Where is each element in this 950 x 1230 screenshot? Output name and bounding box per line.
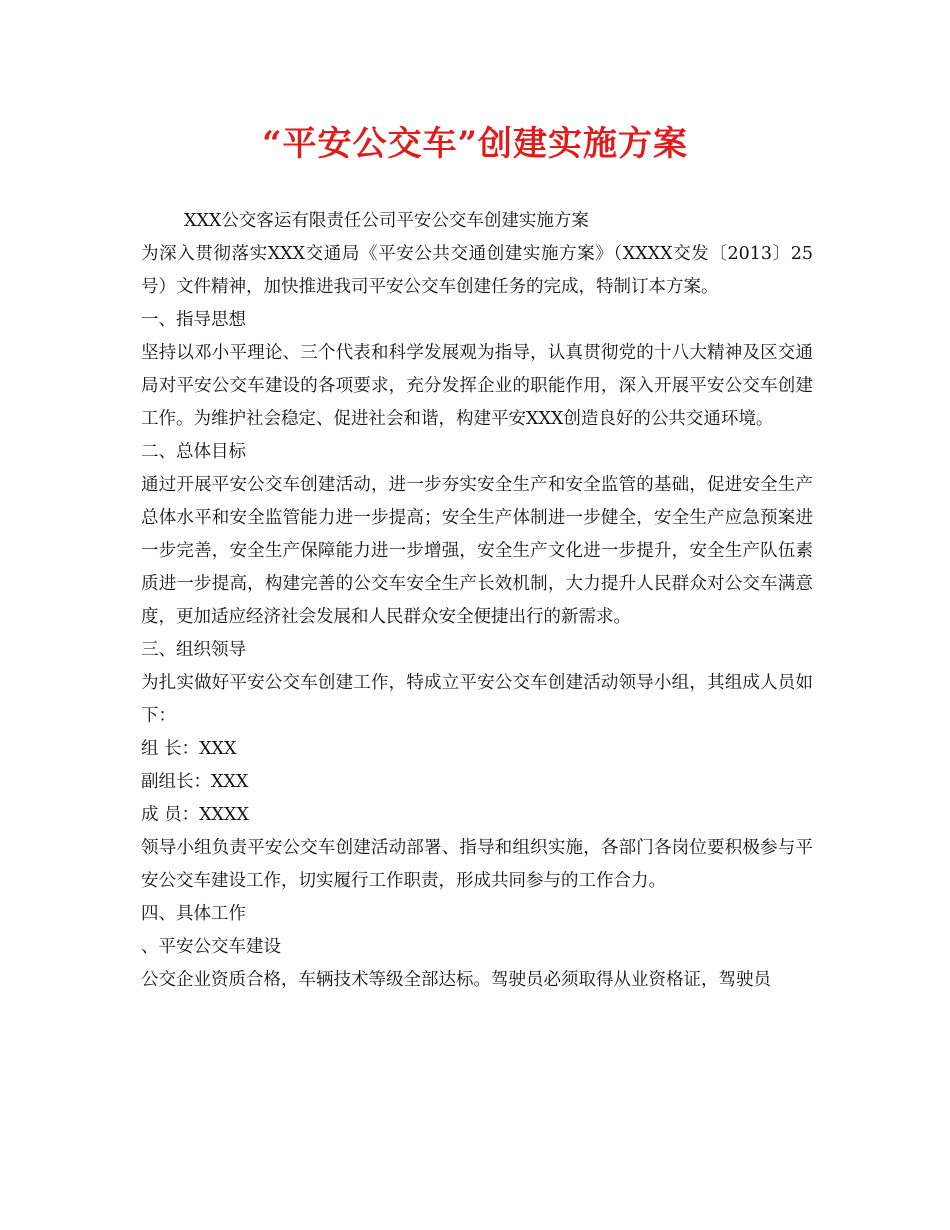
section-4-heading: 四、具体工作 <box>141 904 246 924</box>
leader-line: 组 长：XXX <box>141 739 237 759</box>
intro-paragraph: 为深入贯彻落实XXX交通局《平安公共交通创建实施方案》（XXXX交发〔2013〕25号）文件精神，加快推进我司平安公交车创建任务的完成，特制订本方案。 <box>141 244 813 297</box>
section-2-body: 通过开展平安公交车创建活动，进一步夯实安全生产和安全监管的基础，促进安全生产总体水平和安全监管能力进一步提高；安全生产体制进一步健全，安全生产应急预案进一步完善，安全生产保障能力进一步增强，安全生产文化进一步提升，安全生产队伍素质进一步提高，构建完善的公交车安全生产长效机制，大力提升人民群众对公交车满意度，更加适应经济社会发展和人民群众安全便捷出行的新需求。 <box>141 475 813 627</box>
section-3-heading: 三、组织领导 <box>141 640 246 660</box>
deputy-line: 副组长：XXX <box>141 772 249 792</box>
members-line: 成 员：XXXX <box>141 805 249 825</box>
document-body <box>141 205 813 997</box>
section-1-body: 坚持以邓小平理论、三个代表和科学发展观为指导，认真贯彻党的十八大精神及区交通局对平安公交车建设的各项要求，充分发挥企业的职能作用，深入开展平安公交车创建工作。为维护社会稳定、促进社会和谐，构建平安XXX创造良好的公共交通环境。 <box>141 343 813 429</box>
section-4-subheading: 、平安公交车建设 <box>141 937 281 957</box>
section-4-body: 公交企业资质合格，车辆技术等级全部达标。驾驶员必须取得从业资格证，驾驶员 <box>141 970 771 990</box>
section-3-duty: 领导小组负责平安公交车创建活动部署、指导和组织实施，各部门各岗位要积极参与平安公交车建设工作，切实履行工作职责，形成共同参与的工作合力。 <box>141 838 813 891</box>
document-subtitle: XXX公交客运有限责任公司平安公交车创建实施方案 <box>184 211 589 231</box>
section-2-heading: 二、总体目标 <box>141 442 246 462</box>
section-1-heading: 一、指导思想 <box>141 310 246 330</box>
document-title: “平安公交车”创建实施方案 <box>261 124 689 164</box>
section-3-body: 为扎实做好平安公交车创建工作，特成立平安公交车创建活动领导小组，其组成人员如下： <box>141 673 813 726</box>
